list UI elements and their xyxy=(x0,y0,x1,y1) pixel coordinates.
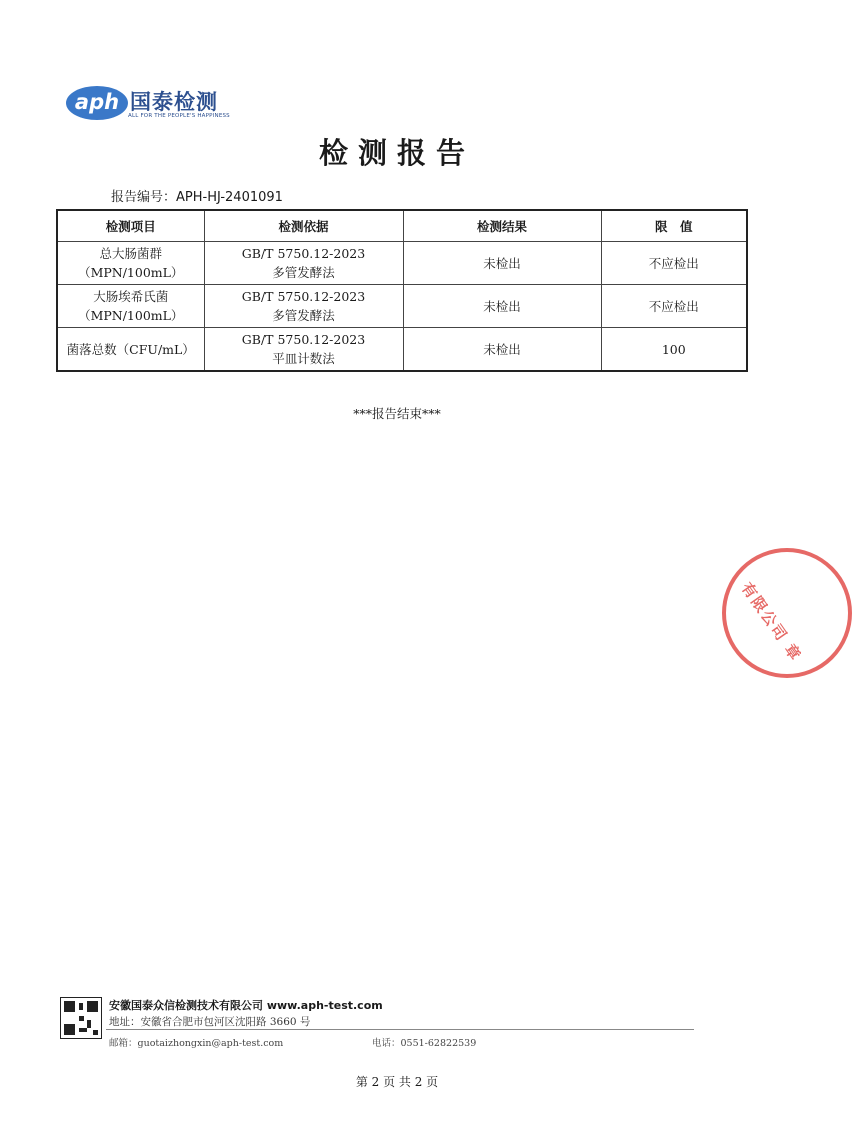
qr-code-icon xyxy=(60,997,102,1039)
seal-text: 有限公司 章 xyxy=(737,579,806,666)
footer-address: 地址：安徽省合肥市包河区沈阳路 3660 号 xyxy=(109,1016,311,1028)
table-row xyxy=(57,285,747,328)
item-name: 大肠埃希氏菌 xyxy=(93,289,169,304)
cell-result: 未检出 xyxy=(403,242,601,285)
logo-slogan: ALL FOR THE PEOPLE'S HAPPINESS xyxy=(128,113,230,119)
company-seal xyxy=(722,548,852,678)
report-title: 检测报告 xyxy=(318,136,475,170)
header-method: 检测依据 xyxy=(204,210,403,242)
logo-mark: aph xyxy=(66,86,128,120)
cell-method xyxy=(204,328,403,372)
logo-name: 国泰检测 xyxy=(130,90,218,114)
report-end-note: ***报告结束*** xyxy=(353,406,441,421)
method-name: 平皿计数法 xyxy=(272,351,335,366)
table-header-row xyxy=(57,210,747,242)
cell-item xyxy=(57,328,204,372)
method-standard: GB/T 5750.12-2023 xyxy=(241,289,366,304)
table-row xyxy=(57,242,747,285)
method-name: 多管发酵法 xyxy=(272,308,335,323)
header-item: 检测项目 xyxy=(57,210,204,242)
method-name: 多管发酵法 xyxy=(272,265,335,280)
cell-limit: 不应检出 xyxy=(601,285,747,328)
cell-item xyxy=(57,242,204,285)
item-name: 总大肠菌群 xyxy=(99,246,162,261)
footer-email: 邮箱：guotaizhongxin@aph-test.com xyxy=(109,1038,284,1049)
cell-item xyxy=(57,285,204,328)
header-result: 检测结果 xyxy=(403,210,601,242)
method-standard: GB/T 5750.12-2023 xyxy=(241,246,366,261)
cell-limit: 100 xyxy=(601,328,747,372)
cell-limit: 不应检出 xyxy=(601,242,747,285)
cell-method xyxy=(204,242,403,285)
method-standard: GB/T 5750.12-2023 xyxy=(241,332,366,347)
item-name: 菌落总数（CFU/mL） xyxy=(66,341,195,357)
company-logo xyxy=(66,82,266,128)
cell-method xyxy=(204,285,403,328)
page-number: 第 2 页 共 2 页 xyxy=(355,1075,439,1089)
header-limit: 限 值 xyxy=(601,210,747,242)
item-unit: （MPN/100mL） xyxy=(78,265,184,280)
cell-result: 未检出 xyxy=(403,285,601,328)
footer-company: 安徽国泰众信检测技术有限公司 www.aph-test.com xyxy=(109,999,383,1012)
footer-divider xyxy=(106,1029,694,1030)
cell-result: 未检出 xyxy=(403,328,601,372)
item-unit: （MPN/100mL） xyxy=(78,308,184,323)
results-table xyxy=(56,209,748,372)
footer-phone: 电话：0551-62822539 xyxy=(372,1038,477,1049)
report-number: 报告编号：APH-HJ-2401091 xyxy=(111,190,283,205)
table-row xyxy=(57,328,747,372)
